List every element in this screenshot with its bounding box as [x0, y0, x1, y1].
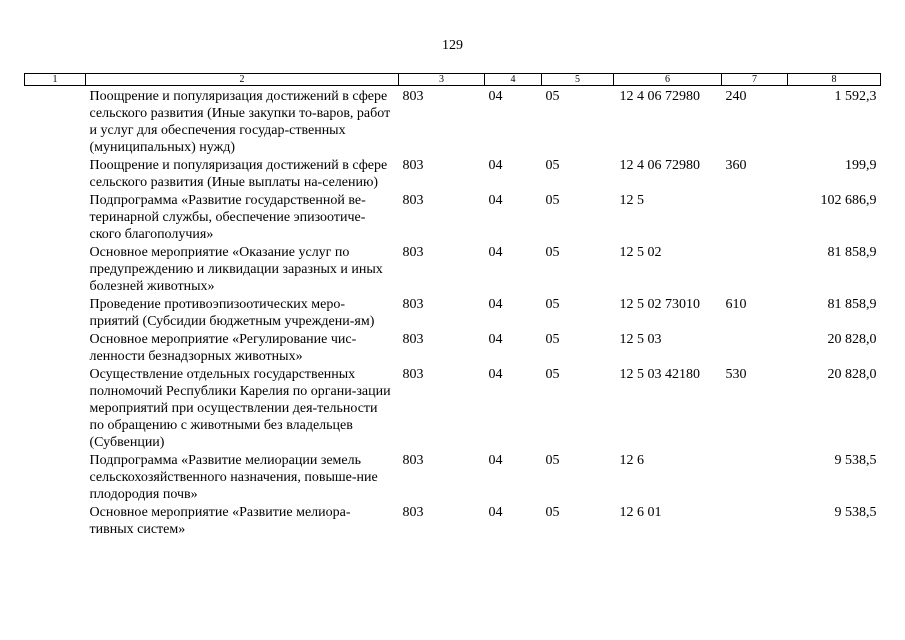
cell-target-article-code: 12 5 03 42180: [619, 367, 700, 382]
cell-col-1: [25, 331, 86, 366]
column-header-2: 2: [86, 74, 399, 86]
table-row: [25, 86, 881, 158]
cell-amount: 199,9: [845, 158, 877, 173]
header-row: [25, 74, 881, 86]
cell-target-article-code: 12 6: [619, 453, 644, 468]
cell-col-1: [25, 296, 86, 331]
cell-name: Проведение противоэпизоотических меро-приятий (Субсидии бюджетным учреждени-ям): [89, 297, 375, 329]
column-header-3: 3: [399, 74, 485, 86]
cell-name: Подпрограмма «Развитие мелиорации земель сельскохозяйственного назначения, повыше-ние плодородия почв»: [89, 453, 378, 502]
cell-target-article-code: 12 5 03: [619, 332, 662, 347]
cell-section-code: 04: [488, 245, 503, 260]
cell-name: Поощрение и популяризация достижений в сфере сельского развития (Иные выплаты на-селению): [89, 158, 388, 190]
cell-amount: 9 538,5: [834, 505, 877, 520]
cell-col-1: [25, 192, 86, 244]
cell-section-code: 04: [488, 367, 503, 382]
cell-section-code: 04: [488, 158, 503, 173]
cell-expense-type-code: [722, 192, 788, 244]
cell-section-code: 04: [488, 89, 503, 104]
cell-amount: 81 858,9: [827, 297, 877, 312]
table-body: [25, 86, 881, 540]
budget-table: [24, 73, 881, 539]
cell-amount: 102 686,9: [820, 193, 877, 208]
cell-subsection-code: 05: [545, 245, 560, 260]
cell-section-code: 04: [488, 505, 503, 520]
cell-name: Основное мероприятие «Развитие мелиора-тивных систем»: [89, 505, 351, 537]
cell-col-1: [25, 157, 86, 192]
cell-subsection-code: 05: [545, 367, 560, 382]
cell-grbs-code: 803: [402, 332, 424, 347]
cell-col-1: [25, 244, 86, 296]
cell-expense-type-code: [722, 331, 788, 366]
cell-subsection-code: 05: [545, 193, 560, 208]
table-row: [25, 192, 881, 244]
cell-amount: 20 828,0: [827, 332, 877, 347]
column-header-6: 6: [614, 74, 722, 86]
cell-name: Осуществление отдельных государственных полномочий Республики Карелия по органи-зации мероприятий при осуществлении дея-тельности по обращению с животными без владельцев (Субвенции): [89, 367, 391, 450]
page-number: 129: [442, 38, 463, 53]
cell-name: Подпрограмма «Развитие государственной ве-теринарной службы, обеспечение эпизоотиче-ского благополучия»: [89, 193, 366, 242]
cell-subsection-code: 05: [545, 89, 560, 104]
column-header-7: 7: [722, 74, 788, 86]
cell-grbs-code: 803: [402, 367, 424, 382]
cell-expense-type-code: 530: [725, 367, 747, 382]
cell-target-article-code: 12 5: [619, 193, 644, 208]
cell-col-1: [25, 366, 86, 452]
cell-expense-type-code: [722, 244, 788, 296]
cell-subsection-code: 05: [545, 505, 560, 520]
table-row: [25, 331, 881, 366]
cell-expense-type-code: 240: [725, 89, 747, 104]
cell-grbs-code: 803: [402, 89, 424, 104]
table-row: [25, 366, 881, 452]
cell-section-code: 04: [488, 453, 503, 468]
table-row: [25, 244, 881, 296]
table-row: [25, 296, 881, 331]
cell-amount: 20 828,0: [827, 367, 877, 382]
cell-expense-type-code: 610: [725, 297, 747, 312]
cell-amount: 1 592,3: [834, 89, 877, 104]
column-header-1: 1: [25, 74, 86, 86]
cell-expense-type-code: [722, 504, 788, 539]
cell-target-article-code: 12 5 02: [619, 245, 662, 260]
cell-name: Поощрение и популяризация достижений в сфере сельского развития (Иные закупки то-варов, работ и услуг для обеспечения государ-ственных (муниципальных) нужд): [89, 89, 391, 155]
cell-name: Основное мероприятие «Оказание услуг по предупреждению и ликвидации заразных и иных болезней животных»: [89, 245, 383, 294]
cell-subsection-code: 05: [545, 297, 560, 312]
cell-amount: 9 538,5: [834, 453, 877, 468]
cell-grbs-code: 803: [402, 158, 424, 173]
cell-subsection-code: 05: [545, 453, 560, 468]
cell-col-1: [25, 86, 86, 158]
table-row: [25, 504, 881, 539]
cell-target-article-code: 12 4 06 72980: [619, 158, 700, 173]
cell-expense-type-code: 360: [725, 158, 747, 173]
column-header-4: 4: [485, 74, 542, 86]
cell-target-article-code: 12 4 06 72980: [619, 89, 700, 104]
cell-grbs-code: 803: [402, 297, 424, 312]
cell-section-code: 04: [488, 332, 503, 347]
cell-grbs-code: 803: [402, 193, 424, 208]
cell-subsection-code: 05: [545, 158, 560, 173]
column-header-5: 5: [542, 74, 614, 86]
table-row: [25, 452, 881, 504]
cell-subsection-code: 05: [545, 332, 560, 347]
cell-col-1: [25, 504, 86, 539]
cell-name: Основное мероприятие «Регулирование чис-ленности безнадзорных животных»: [89, 332, 357, 364]
cell-grbs-code: 803: [402, 453, 424, 468]
table-header: [25, 74, 881, 86]
cell-target-article-code: 12 5 02 73010: [619, 297, 700, 312]
cell-col-1: [25, 452, 86, 504]
cell-section-code: 04: [488, 193, 503, 208]
column-header-8: 8: [788, 74, 881, 86]
cell-target-article-code: 12 6 01: [619, 505, 662, 520]
cell-section-code: 04: [488, 297, 503, 312]
cell-grbs-code: 803: [402, 245, 424, 260]
cell-amount: 81 858,9: [827, 245, 877, 260]
cell-grbs-code: 803: [402, 505, 424, 520]
table-row: [25, 157, 881, 192]
cell-expense-type-code: [722, 452, 788, 504]
